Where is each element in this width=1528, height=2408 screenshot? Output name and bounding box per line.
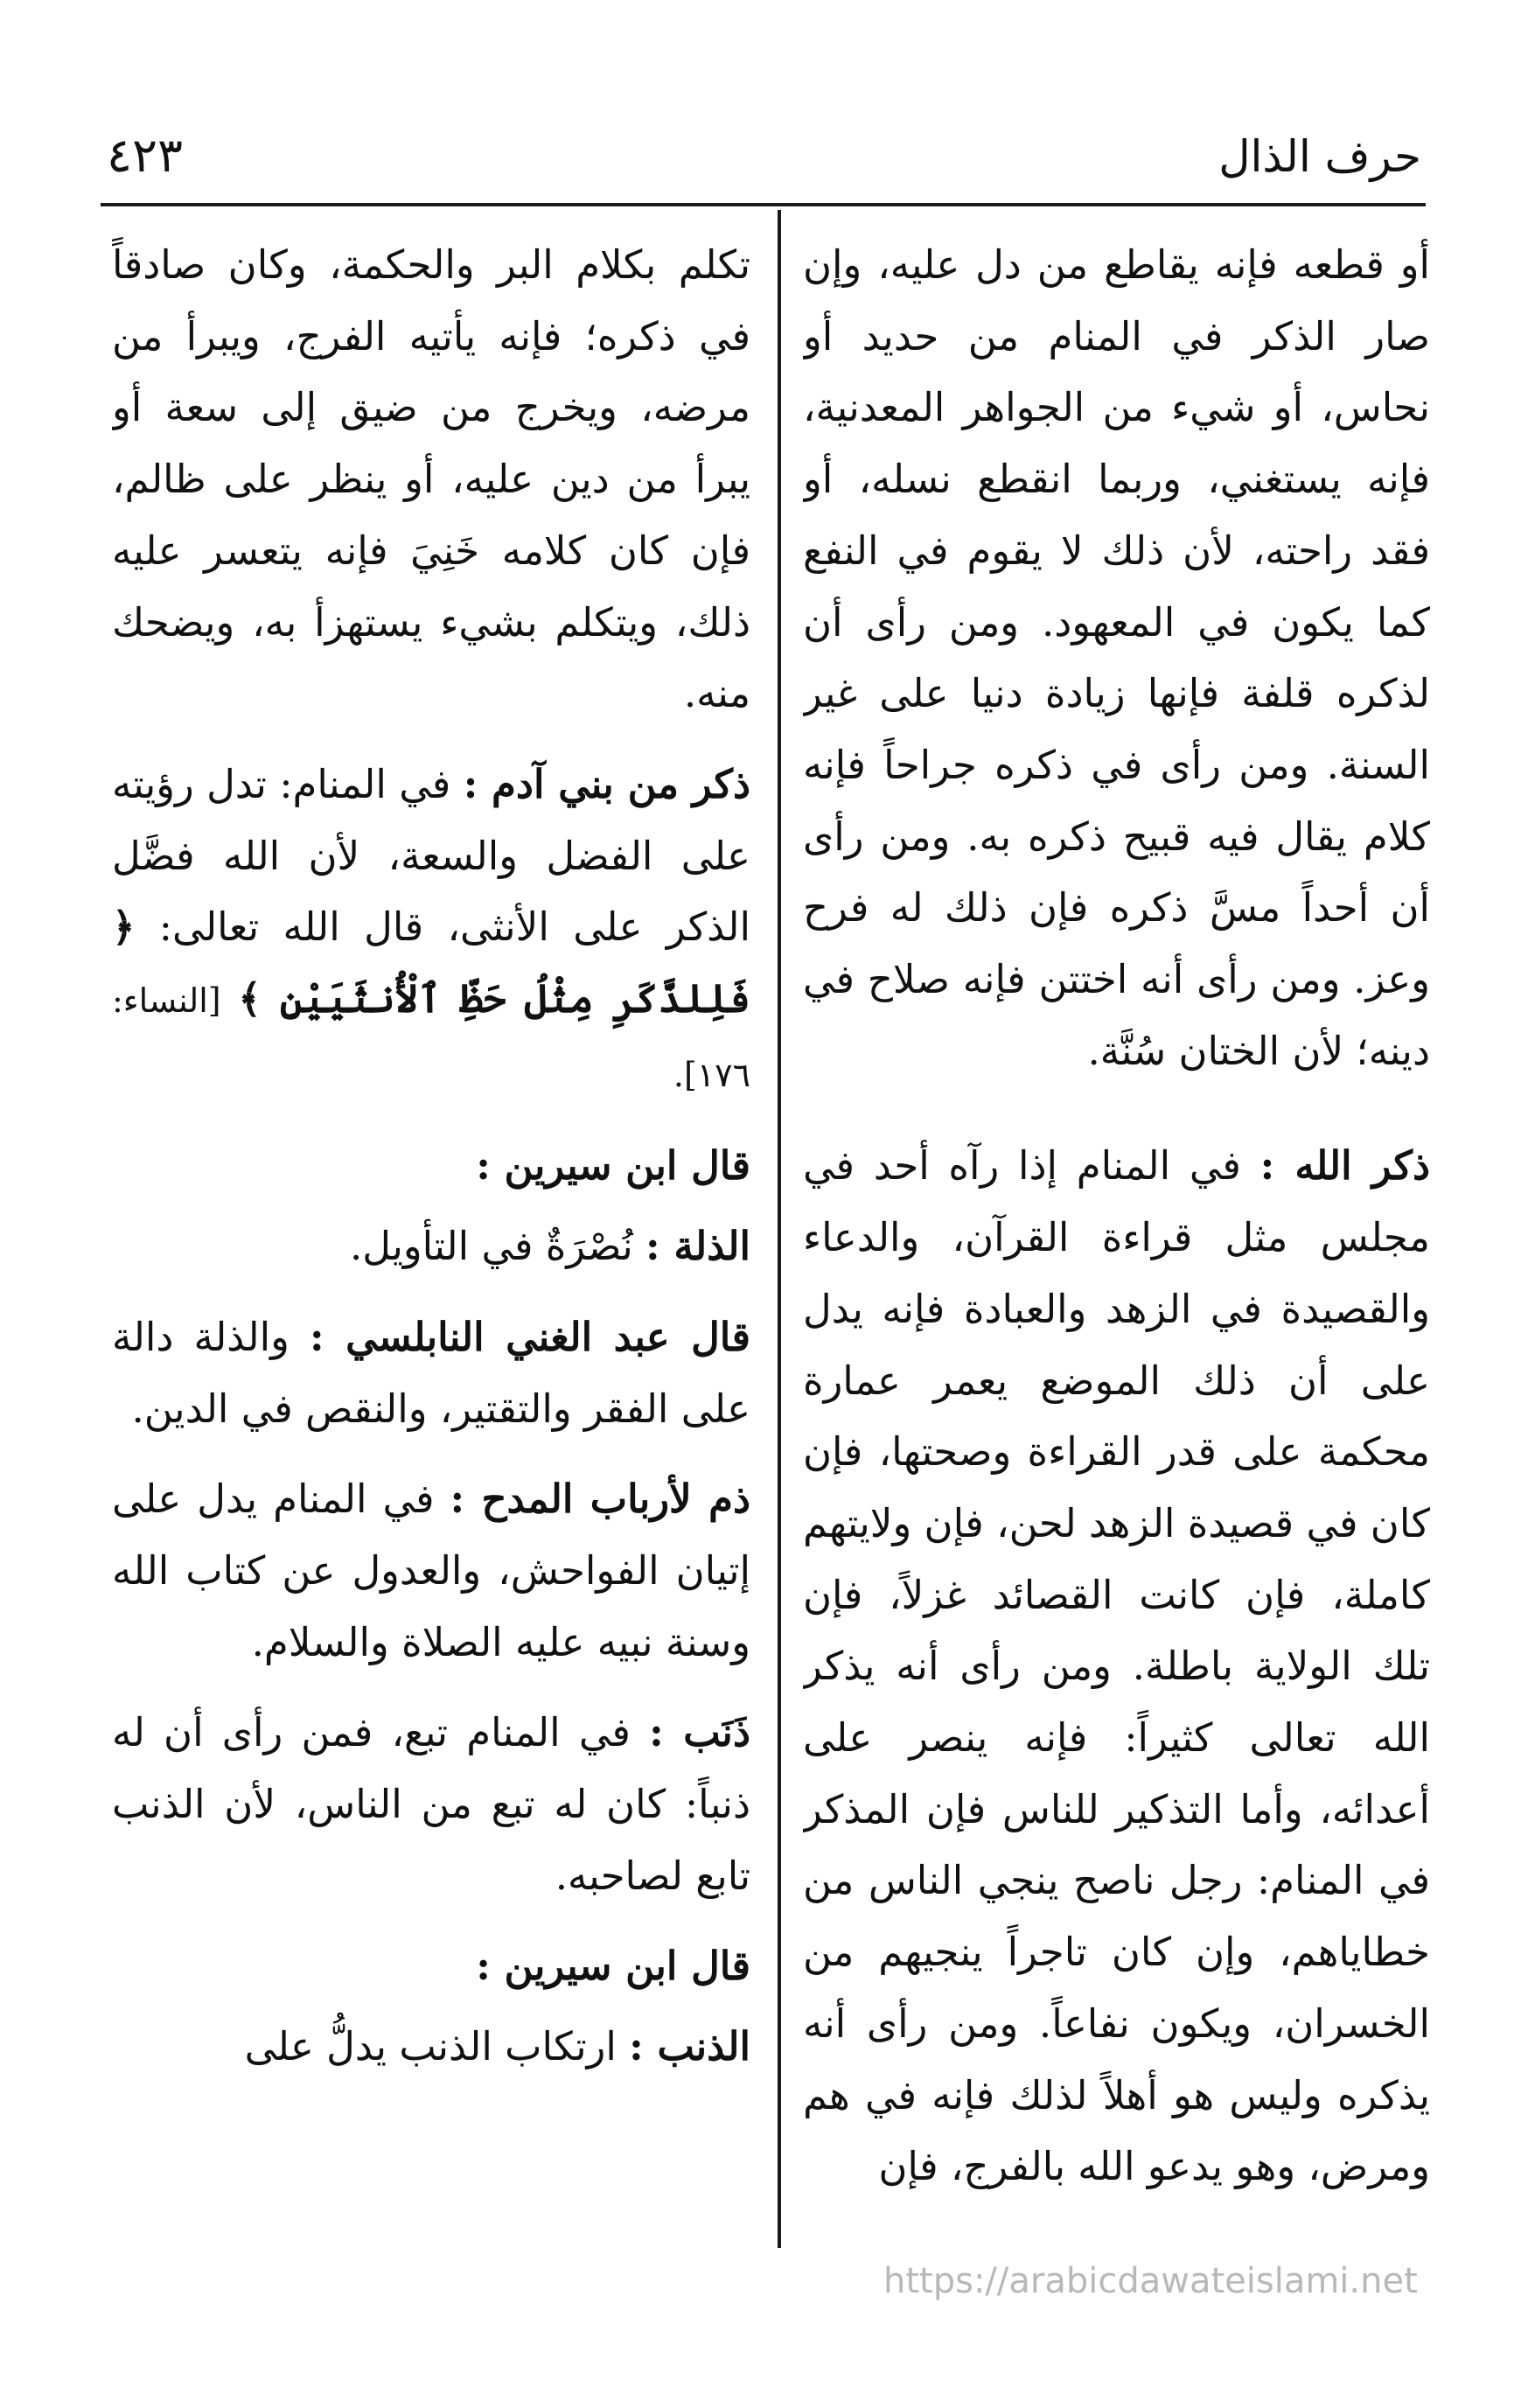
entry-dhanab (112, 1697, 750, 1911)
entry-body: في المنام إذا رآه أحد في مجلس مثل قراءة القرآن، والدعاء والقصيدة في الزهد والعبادة فإنه يدل على أن ذلك الموضع يعمر عمارة محكمة على قدر القراءة وصحتها، فإن كان في قصيدة الزهد لحن، فإن ولايتهم كاملة، فإن كانت القصائد غزلاً، فإن تلك الولاية باطلة. ومن رأى أنه يذكر الله تعالى كثيراً: فإنه ينصر على أعدائه، وأما التذكير للناس فإن المذكر في المنام: رجل ناصح ينجي الناس من خطاياهم، وإن كان تاجراً ينجيهم من الخسران، ويكون نفاعاً. ومن رأى أنه يذكره وليس هو أهلاً لذلك فإنه في هم ومرض، وهو يدعو الله بالفرج، فإن (803, 1142, 1430, 2190)
section-heading: قال ابن سيرين : (476, 1142, 750, 1190)
entry-body: في المنام تبع، فمن رأى أن له ذنباً: كان له تبع من الناس، لأن الذنب تابع لصاحبه. (112, 1709, 750, 1899)
entry-body: ارتكاب الذنب يدلُّ على (244, 2023, 617, 2070)
quran-verse: ﴿ فَلِلذَّكَرِ مِثْلُ حَظِّ ٱلْأُنثَيَيْنِ ﴾ (112, 904, 750, 1023)
entry-dhikr-allah (803, 1130, 1430, 2202)
entry-body: نُصْرَةٌ في التأويل. (350, 1223, 633, 1270)
running-head: حرف الذال (1218, 131, 1421, 182)
paragraph: أو قطعه فإنه يقاطع من دل عليه، وإن صار الذكر في المنام من حديد أو نحاس، أو شيء من الجواهر المعدنية، فإنه يستغني، وربما انقطع نسله، أو فقد راحته، لأن ذلك لا يقوم في النفع كما يكون في المعهود. ومن رأى أن لذكره قلفة فإنها زيادة دنيا على غير السنة. ومن رأى في ذكره جراحاً فإنه كلام يقال فيه قبيح ذكره به. ومن رأى أن أحداً مسَّ ذكره فإن ذلك له فرح وعز. ومن رأى أنه اختتن فإنه صلاح في دينه؛ لأن الختان سُنَّة. (803, 241, 1430, 1074)
entry-heading: ذكر من بني آدم : (463, 760, 750, 807)
page-header (0, 0, 1528, 210)
verse-citation: [النساء: ١٧٦]. (112, 981, 750, 1094)
entry-dhanb (112, 2011, 750, 2083)
entry-body: والذلة دالة على الفقر والتقتير، والنقص في الدين. (112, 1313, 750, 1432)
entry-heading: ذم لأرباب المدح : (450, 1476, 750, 1523)
entry-dhamm (112, 1463, 750, 1678)
entry-nabulsi (112, 1302, 750, 1444)
column-divider (778, 210, 781, 2248)
entry-heading: قال عبد الغني النابلسي : (310, 1313, 750, 1360)
watermark-url: https://arabicdawateislami.net (883, 2261, 1418, 2301)
header-rule (101, 203, 1426, 206)
entry-heading: ذَنَب : (649, 1709, 750, 1756)
section-heading: قال ابن سيرين : (476, 1943, 750, 1990)
left-column (112, 229, 750, 2258)
entry-dhilla (112, 1211, 750, 1282)
entry-heading: الذنب : (629, 2023, 750, 2070)
page-number: ٤٢٣ (107, 128, 184, 183)
entry-body: في المنام: تدل رؤيته على الفضل والسعة، لأن الله فضَّل الذكر على الأنثى، قال الله تعالى: (112, 760, 750, 951)
right-column (803, 229, 1430, 2258)
paragraph: تكلم بكلام البر والحكمة، وكان صادقاً في ذكره؛ فإنه يأتيه الفرج، ويبرأ من مرضه، ويخرج من ضيق إلى سعة أو يبرأ من دين عليه، أو ينظر على ظالم، فإن كان كلامه خَنِيَ فإنه يتعسر عليه ذلك، ويتكلم بشيء يستهزأ به، ويضحك منه. (112, 241, 750, 717)
entry-body: في المنام يدل على إتيان الفواحش، والعدول عن كتاب الله وسنة نبيه عليه الصلاة والسلام. (112, 1476, 750, 1665)
entry-heading: ذكر الله : (1259, 1142, 1430, 1190)
entry-dhakar (112, 749, 750, 1112)
entry-heading: الذلة : (645, 1223, 750, 1270)
